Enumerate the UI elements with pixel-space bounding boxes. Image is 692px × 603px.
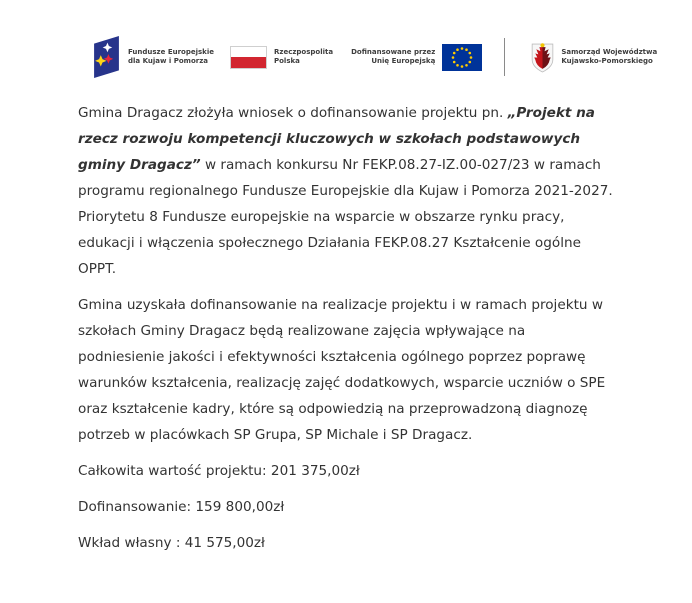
- eu-funding-logo-bar: [0, 0, 692, 78]
- poland-label-line2: Polska: [273, 57, 300, 65]
- eu-funds-logo: [92, 36, 214, 78]
- eu-funds-label-line2: dla Kujaw i Pomorza: [128, 57, 209, 65]
- application-text-start: Gmina Dragacz złożyła wniosek o dofinansowanie projektu pn.: [78, 105, 508, 121]
- poland-logo: [230, 46, 333, 69]
- region-label-line1: Samorząd Województwa: [561, 48, 658, 56]
- region-logo-label: [561, 48, 657, 66]
- eu-funds-flag-icon: [92, 36, 121, 78]
- poland-label-line1: Rzeczpospolita: [273, 48, 334, 56]
- own-contribution-line: Wkład własny : 41 575,00zł: [78, 535, 265, 551]
- application-text-end: w ramach konkursu Nr FEKP.08.27-IZ.00-027/23 w ramach programu regionalnego Fundusze Europejskie dla Kujaw i Pomorza 2021-2027. Priorytetu 8 Fundusze europejskie na wsparcie w obszarze rynku pracy, edukacji i włączenia społecznego Działania FEKP.08.27 Kształcenie ogólne OPPT.: [78, 157, 613, 277]
- cofinancing-line: Dofinansowanie: 159 800,00zł: [78, 499, 285, 515]
- eu-funds-logo-label: [128, 48, 214, 66]
- eu-cofunded-label-line2: Unię Europejską: [371, 57, 436, 65]
- announcement-body: [0, 100, 692, 556]
- eu-cofunded-label-line1: Dofinansowane przez: [351, 48, 436, 56]
- paragraph-description: Gmina uzyskała dofinansowanie na realizacje projektu i w ramach projektu w szkołach Gminy Dragacz będą realizowane zajęcia wpływające na podniesienie jakości i efektywności kształcenia ogólnego poprzez poprawę warunków kształcenia, realizację zajęć dodatkowych, wsparcie uczniów o SPE oraz kształcenie kadry, które są odpowiedzią na przeprowadzoną diagnozę potrzeb w placówkach SP Grupa, SP Michale i SP Dragacz.: [78, 297, 606, 443]
- eu-cofunded-label: [351, 48, 435, 66]
- project-title: „Projekt na rzecz rozwoju kompetencji kluczowych w szkołach podstawowych gminy Dragacz”: [78, 105, 595, 173]
- eu-funds-label-line1: Fundusze Europejskie: [128, 48, 214, 56]
- poland-logo-label: [274, 48, 333, 66]
- poland-flag-icon: [230, 46, 267, 69]
- paragraph-application: [78, 100, 614, 282]
- total-value-line: Całkowita wartość projektu: 201 375,00zł: [78, 463, 360, 479]
- eu-cofunded-logo: [351, 44, 482, 71]
- logo-divider: [504, 38, 505, 76]
- eu-flag-icon: [442, 44, 482, 71]
- region-logo: [531, 42, 657, 73]
- region-coat-of-arms-icon: [531, 42, 554, 73]
- region-label-line2: Kujawsko-Pomorskiego: [561, 57, 653, 65]
